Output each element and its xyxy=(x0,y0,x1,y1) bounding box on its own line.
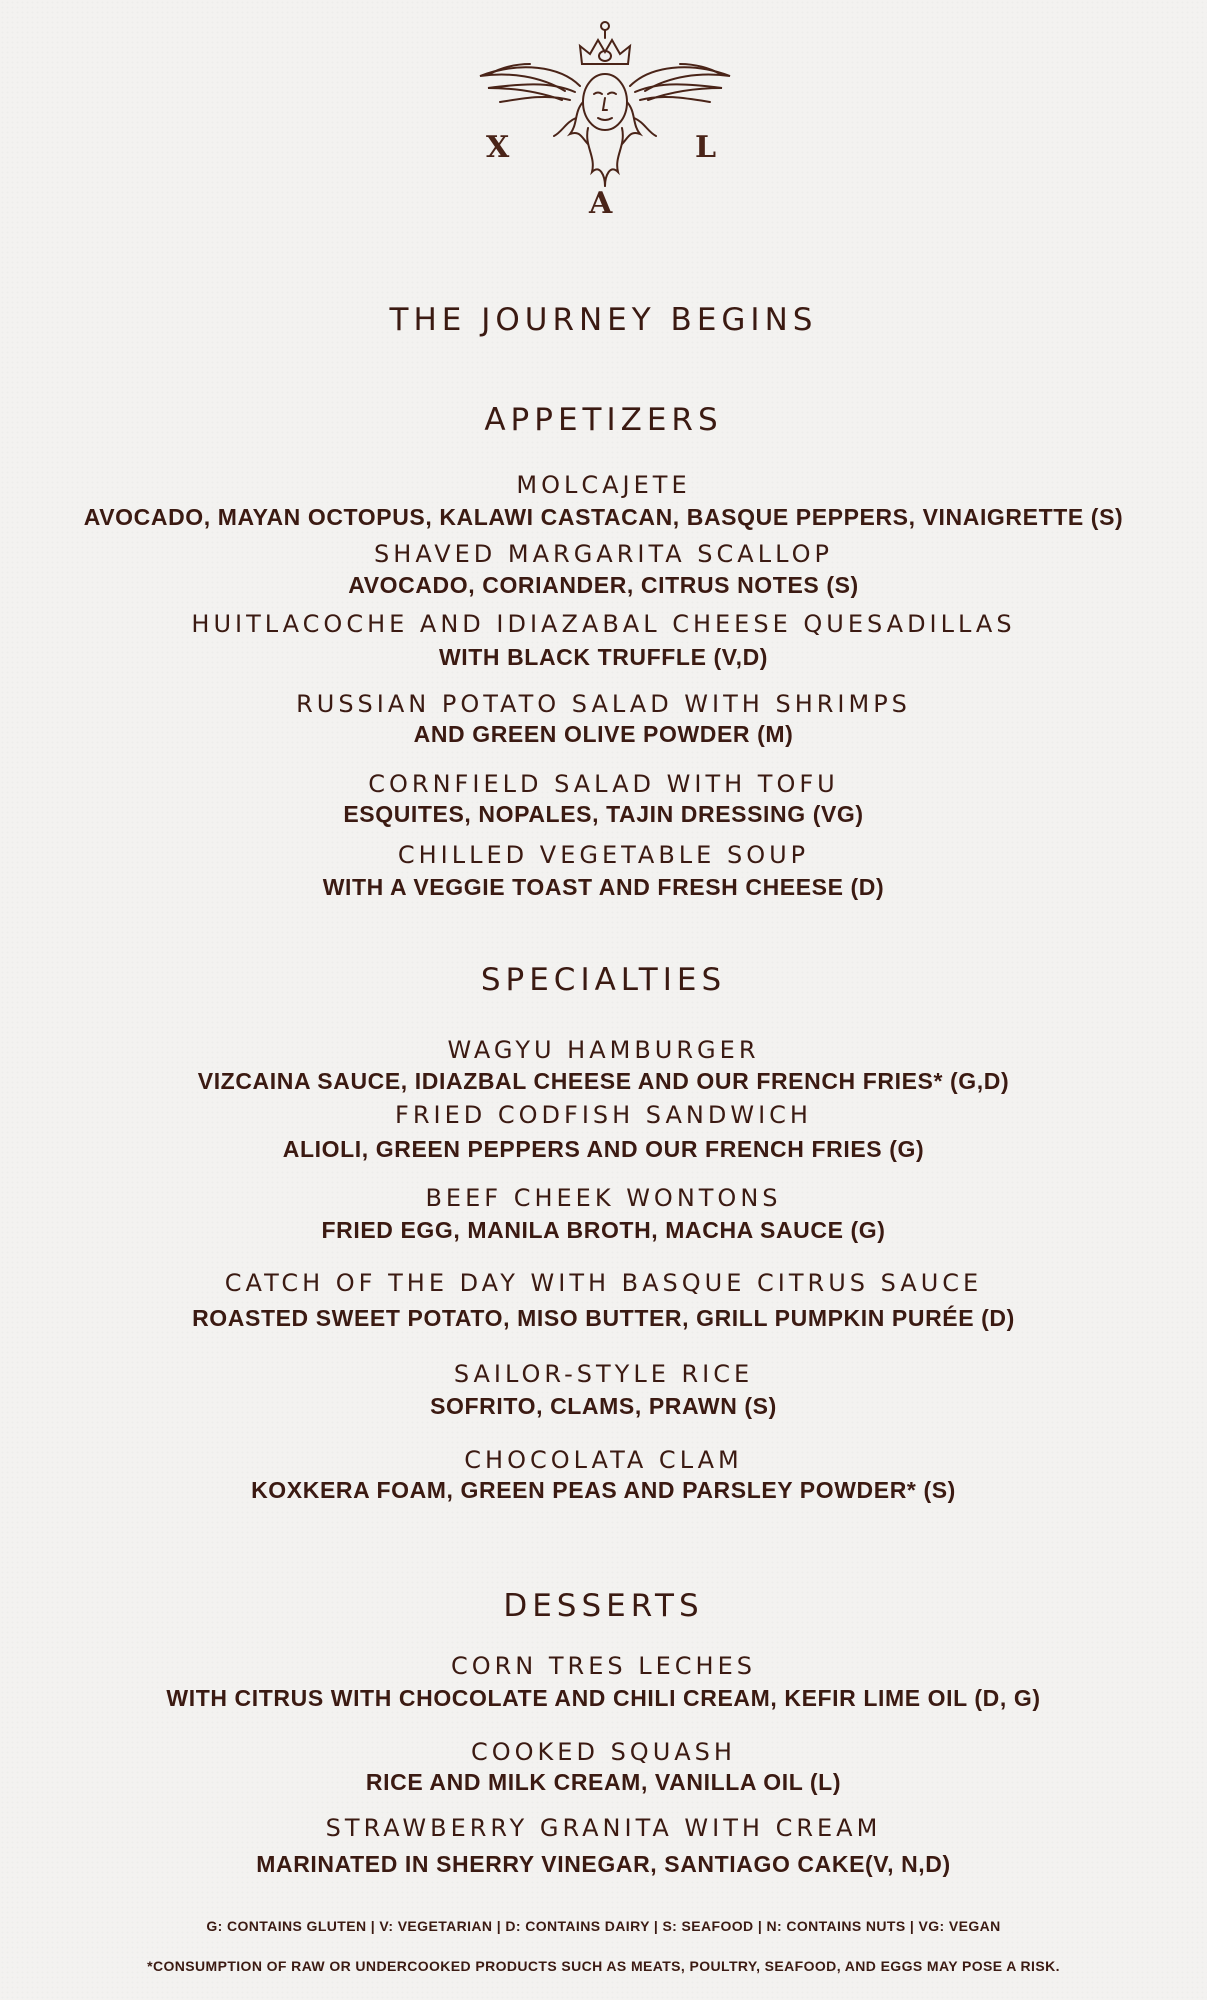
dish-name: HUITLACOCHE AND IDIAZABAL CHEESE QUESADILLAS xyxy=(191,610,1016,638)
dietary-legend: G: CONTAINS GLUTEN | V: VEGETARIAN | D: CONTAINS DAIRY | S: SEAFOOD | N: CONTAINS NUTS | VG: VEGAN xyxy=(206,1918,1001,1934)
dish-name: CHOCOLATA CLAM xyxy=(464,1446,743,1474)
dish-description: KOXKERA FOAM, GREEN PEAS AND PARSLEY POWDER* (S) xyxy=(251,1477,956,1503)
raw-food-disclaimer: *CONSUMPTION OF RAW OR UNDERCOOKED PRODUCTS SUCH AS MEATS, POULTRY, SEAFOOD, AND EGGS MAY POSE A RISK. xyxy=(147,1958,1060,1974)
dish-description: SOFRITO, CLAMS, PRAWN (S) xyxy=(430,1393,777,1419)
logo-letter-right: L xyxy=(695,130,717,165)
dish-description: AVOCADO, MAYAN OCTOPUS, KALAWI CASTACAN, BASQUE PEPPERS, VINAIGRETTE (S) xyxy=(83,504,1124,530)
dish-name: CORN TRES LECHES xyxy=(450,1652,756,1680)
dish-description: WITH BLACK TRUFFLE (V,D) xyxy=(438,644,769,670)
dish-name: FRIED CODFISH SANDWICH xyxy=(395,1101,812,1129)
dish-description: FRIED EGG, MANILA BROTH, MACHA SAUCE (G) xyxy=(321,1217,886,1243)
dish-name: CHILLED VEGETABLE SOUP xyxy=(397,841,810,869)
dish-description: WITH A VEGGIE TOAST AND FRESH CHEESE (D) xyxy=(322,874,885,900)
dish-name: CATCH OF THE DAY WITH BASQUE CITRUS SAUCE xyxy=(224,1269,983,1297)
section-title-specialties: SPECIALTIES xyxy=(480,962,727,998)
dish-name: RUSSIAN POTATO SALAD WITH SHRIMPS xyxy=(296,690,911,718)
dish-description: ROASTED SWEET POTATO, MISO BUTTER, GRILL PUMPKIN PURÉE (D) xyxy=(192,1305,1015,1331)
dish-description: VIZCAINA SAUCE, IDIAZBAL CHEESE AND OUR FRENCH FRIES* (G,D) xyxy=(197,1068,1010,1094)
dish-name: MOLCAJETE xyxy=(516,471,691,499)
dish-name: WAGYU HAMBURGER xyxy=(447,1036,760,1064)
logo-letter-left: X xyxy=(486,130,510,165)
dish-description: MARINATED IN SHERRY VINEGAR, SANTIAGO CAKE(V, N,D) xyxy=(256,1851,951,1877)
dish-description: ESQUITES, NOPALES, TAJIN DRESSING (VG) xyxy=(343,801,864,827)
dish-name: STRAWBERRY GRANITA WITH CREAM xyxy=(325,1814,882,1842)
section-title-desserts: DESSERTS xyxy=(503,1588,704,1624)
dish-name: COOKED SQUASH xyxy=(471,1738,736,1766)
restaurant-logo xyxy=(470,6,740,226)
dish-description: AVOCADO, CORIANDER, CITRUS NOTES (S) xyxy=(348,572,859,598)
dish-description: WITH CITRUS WITH CHOCOLATE AND CHILI CREAM, KEFIR LIME OIL (D, G) xyxy=(166,1685,1041,1711)
dish-description: AND GREEN OLIVE POWDER (M) xyxy=(413,721,794,747)
dish-name: BEEF CHEEK WONTONS xyxy=(425,1184,782,1212)
dish-description: RICE AND MILK CREAM, VANILLA OIL (L) xyxy=(365,1769,842,1795)
logo-letter-bottom: A xyxy=(589,186,613,221)
dish-name: CORNFIELD SALAD WITH TOFU xyxy=(368,770,839,798)
dish-name: SHAVED MARGARITA SCALLOP xyxy=(374,540,833,568)
dish-name: SAILOR-STYLE RICE xyxy=(453,1360,754,1388)
dish-description: ALIOLI, GREEN PEPPERS AND OUR FRENCH FRIES (G) xyxy=(282,1136,925,1162)
section-title-appetizers: APPETIZERS xyxy=(484,402,723,438)
intro-title: THE JOURNEY BEGINS xyxy=(389,302,818,338)
